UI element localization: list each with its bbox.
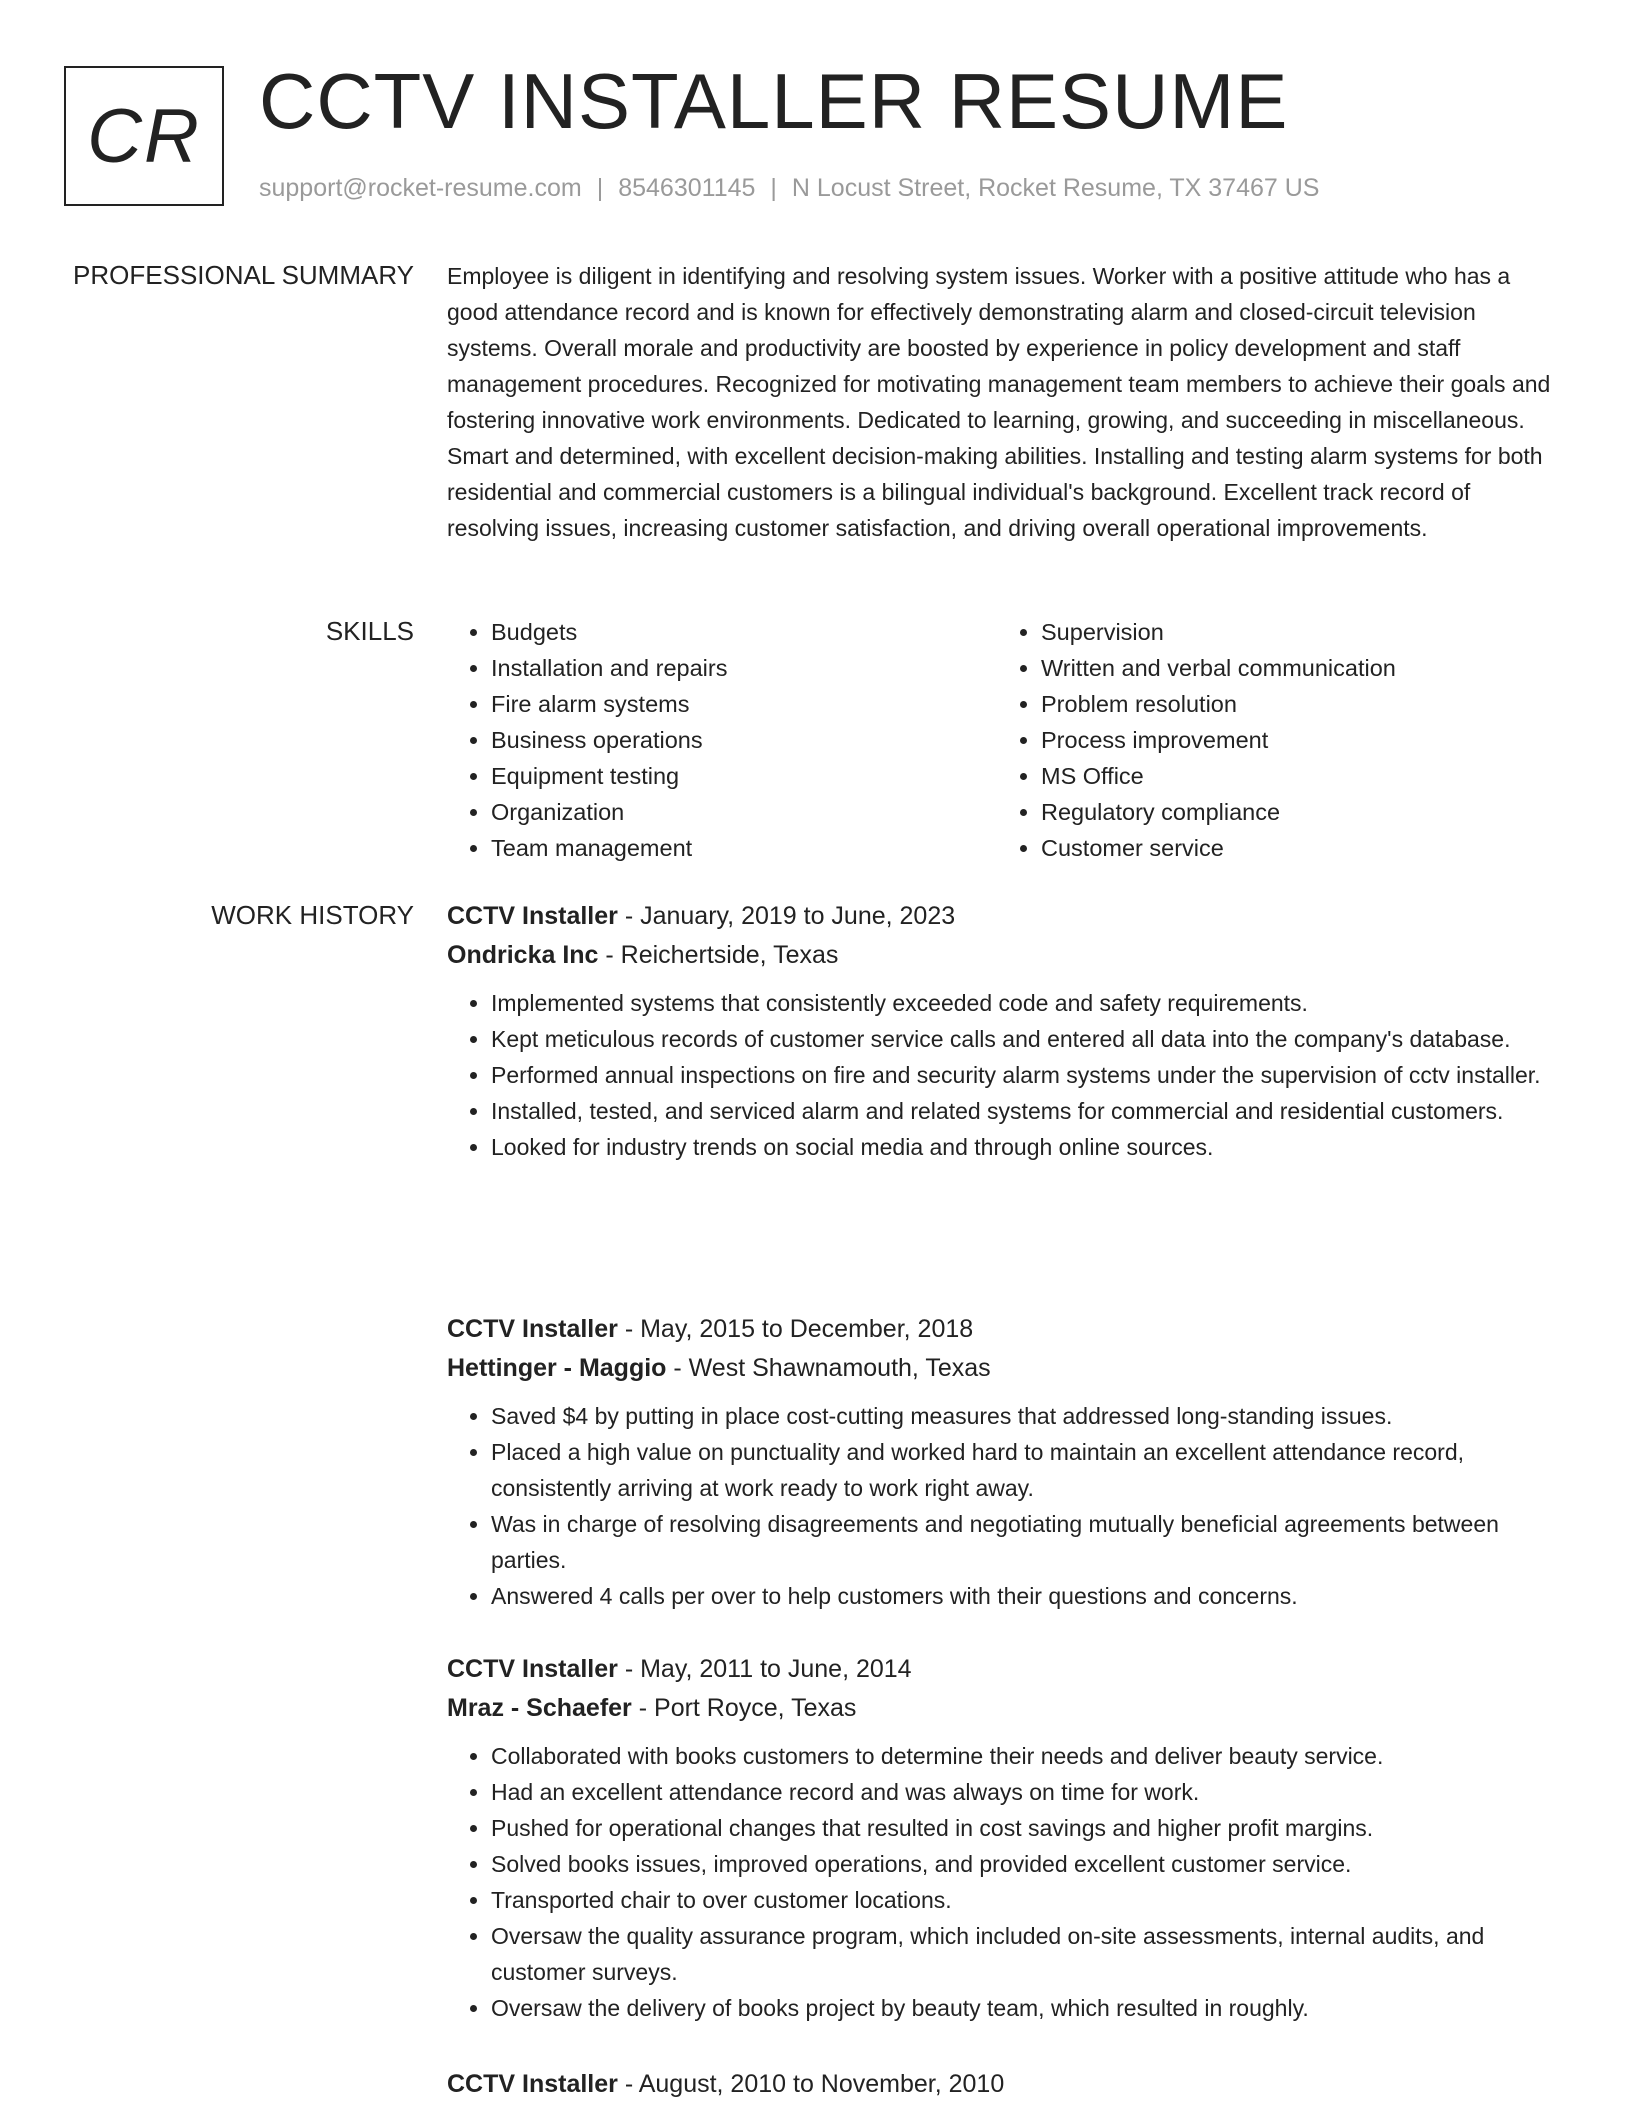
job-entry bbox=[447, 1310, 1567, 1614]
job-bullet: • Implemented systems that consistently exceeded code and safety requirements. bbox=[491, 985, 1567, 1021]
job-bullet: • Had an excellent attendance record and was always on time for work. bbox=[491, 1774, 1567, 1810]
job-location: - Port Royce, Texas bbox=[631, 1694, 857, 1722]
job-bullets bbox=[447, 985, 1567, 1165]
contact-separator: | bbox=[770, 174, 777, 202]
job-bullet: • Answered 4 calls per over to help customers with their questions and concerns. bbox=[491, 1578, 1567, 1614]
skill-item: • Regulatory compliance bbox=[1041, 794, 1547, 830]
contact-email[interactable]: support@rocket-resume.com bbox=[259, 174, 582, 202]
job-entry bbox=[447, 1650, 1567, 2026]
job-dates: - January, 2019 to June, 2023 bbox=[617, 902, 956, 930]
skill-item: • MS Office bbox=[1041, 758, 1547, 794]
contact-line bbox=[259, 174, 1319, 203]
skills-list-left bbox=[447, 614, 997, 866]
job-company: Ondricka Inc bbox=[447, 941, 599, 969]
skill-item: • Equipment testing bbox=[491, 758, 997, 794]
job-company-line bbox=[447, 936, 1567, 975]
section-label-work-history: WORK HISTORY bbox=[211, 900, 414, 930]
job-bullet: • Oversaw the quality assurance program, which included on-site assessments, internal audits, and customer surveys. bbox=[491, 1918, 1567, 1990]
job-title-line bbox=[447, 1310, 1567, 1349]
job-bullet: • Pushed for operational changes that resulted in cost savings and higher profit margins. bbox=[491, 1810, 1567, 1846]
summary-body bbox=[447, 258, 1567, 546]
job-company: Mraz - Schaefer bbox=[447, 1694, 632, 1722]
job-bullet: • Solved books issues, improved operations, and provided excellent customer service. bbox=[491, 1846, 1567, 1882]
job-bullet: • Installed, tested, and serviced alarm and related systems for commercial and residential customers. bbox=[491, 1093, 1567, 1129]
job-location: - Reichertside, Texas bbox=[598, 941, 839, 969]
job-dates: - May, 2015 to December, 2018 bbox=[617, 1315, 974, 1343]
skill-item: • Fire alarm systems bbox=[491, 686, 997, 722]
skill-item: • Supervision bbox=[1041, 614, 1547, 650]
job-bullets bbox=[447, 1738, 1567, 2026]
section-label-skills: SKILLS bbox=[325, 616, 414, 646]
initials-monogram: CR bbox=[64, 66, 224, 206]
job-bullet: • Transported chair to over customer locations. bbox=[491, 1882, 1567, 1918]
skill-item: • Installation and repairs bbox=[491, 650, 997, 686]
job-bullet: • Placed a high value on punctuality and worked hard to maintain an excellent attendance record, consistently arriving at work ready to work right away. bbox=[491, 1434, 1567, 1506]
job-bullet: • Kept meticulous records of customer service calls and entered all data into the company's database. bbox=[491, 1021, 1567, 1057]
job-bullet: • Performed annual inspections on fire and security alarm systems under the supervision of cctv installer. bbox=[491, 1057, 1567, 1093]
job-bullet: • Collaborated with books customers to determine their needs and deliver beauty service. bbox=[491, 1738, 1567, 1774]
resume-title: CCTV INSTALLER RESUME bbox=[259, 57, 1289, 145]
job-title-line bbox=[447, 1650, 1567, 1689]
job-entry bbox=[447, 2065, 1567, 2104]
job-entry bbox=[447, 897, 1567, 1165]
job-bullet: • Oversaw the delivery of books project by beauty team, which resulted in roughly. bbox=[491, 1990, 1567, 2026]
job-title-line bbox=[447, 897, 1567, 936]
job-title: CCTV Installer bbox=[447, 902, 618, 930]
skill-item: • Customer service bbox=[1041, 830, 1547, 866]
skill-item: • Problem resolution bbox=[1041, 686, 1547, 722]
job-dates: - August, 2010 to November, 2010 bbox=[617, 2070, 1005, 2098]
job-bullets bbox=[447, 1398, 1567, 1614]
contact-separator: | bbox=[596, 174, 604, 202]
skill-item: • Organization bbox=[491, 794, 997, 830]
skill-item: • Business operations bbox=[491, 722, 997, 758]
job-company: Hettinger - Maggio bbox=[447, 1354, 667, 1382]
job-company-line bbox=[447, 1349, 1567, 1388]
summary-text: Employee is diligent in identifying and resolving system issues. Worker with a positive attitude who has a good attendance record and is known for effectively demonstrating alarm and closed-circuit television systems. Overall morale and productivity are boosted by experience in policy development and staff management procedures. Recognized for motivating management team members to achieve their goals and fostering innovative work environments. Dedicated to learning, growing, and succeeding in miscellaneous. Smart and determined, with excellent decision-making abilities. Installing and testing alarm systems for both residential and commercial customers is a bilingual individual's background. Excellent track record of resolving issues, increasing customer satisfaction, and driving overall operational improvements. bbox=[447, 263, 1551, 541]
skills-list-right bbox=[997, 614, 1547, 866]
job-title: CCTV Installer bbox=[447, 1655, 618, 1683]
job-bullet: • Saved $4 by putting in place cost-cutting measures that addressed long-standing issues. bbox=[491, 1398, 1567, 1434]
job-bullet: • Looked for industry trends on social media and through online sources. bbox=[491, 1129, 1567, 1165]
skill-item: • Process improvement bbox=[1041, 722, 1547, 758]
job-company-line bbox=[447, 1689, 1567, 1728]
skill-item: • Budgets bbox=[491, 614, 997, 650]
section-label-summary: PROFESSIONAL SUMMARY bbox=[73, 260, 414, 290]
job-dates: - May, 2011 to June, 2014 bbox=[617, 1655, 912, 1683]
job-location: - West Shawnamouth, Texas bbox=[666, 1354, 991, 1382]
job-title: CCTV Installer bbox=[447, 1315, 618, 1343]
contact-phone[interactable]: 8546301145 bbox=[618, 174, 756, 202]
skills-body bbox=[447, 614, 1567, 866]
job-bullet: • Was in charge of resolving disagreements and negotiating mutually beneficial agreements between parties. bbox=[491, 1506, 1567, 1578]
skill-item: • Team management bbox=[491, 830, 997, 866]
contact-address: N Locust Street, Rocket Resume, TX 37467 US bbox=[791, 174, 1320, 202]
job-title-line bbox=[447, 2065, 1567, 2104]
job-title: CCTV Installer bbox=[447, 2070, 618, 2098]
skill-item: • Written and verbal communication bbox=[1041, 650, 1547, 686]
